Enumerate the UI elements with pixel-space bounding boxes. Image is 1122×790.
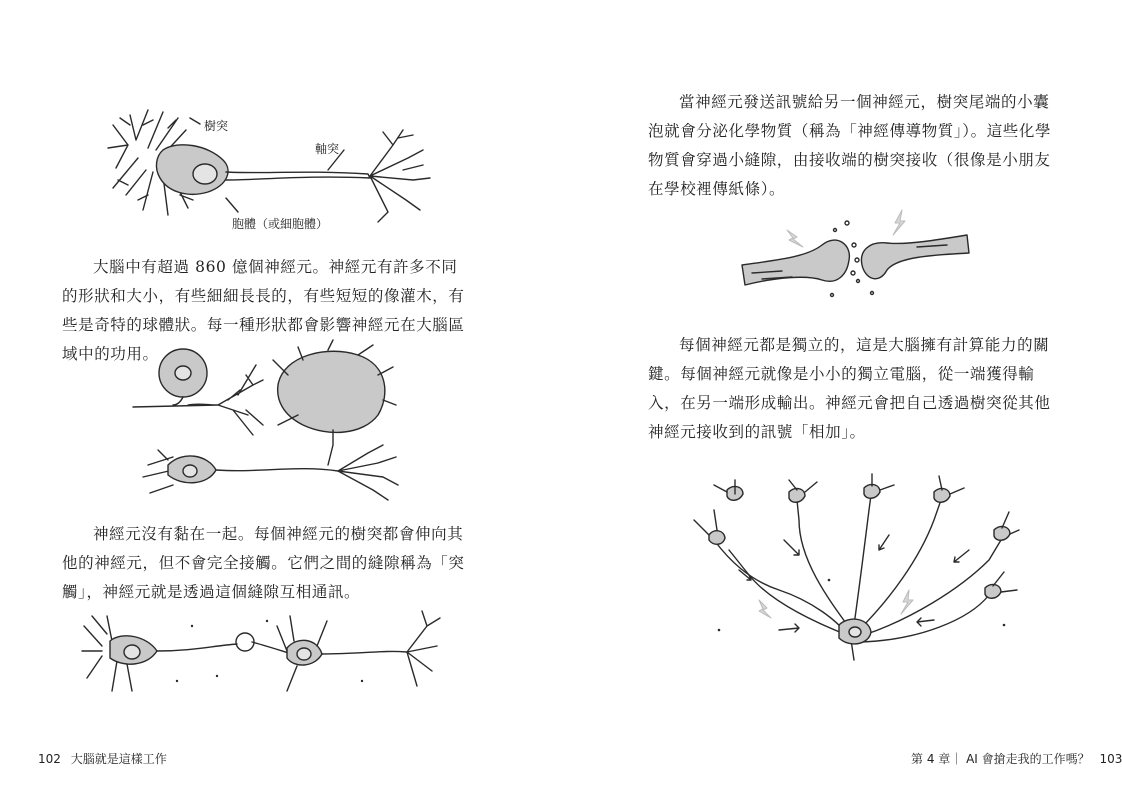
- page-number: 103: [1099, 752, 1122, 766]
- right-page: [559, 0, 1122, 790]
- paragraph-independence: 每個神經元都是獨立的，這是大腦擁有計算能力的關鍵。每個神經元就像是小小的獨立電腦，從一端獲得輸入，在另一端形成輸出。神經元會把自己透過樹突從其他神經元接收到的訊號「相加」。: [648, 336, 1051, 441]
- right-footer: [911, 750, 1122, 767]
- left-footer: [38, 750, 167, 767]
- paragraph-neurotransmitter: 當神經元發送訊號給另一個神經元，樹突尾端的小囊泡就會分泌化學物質（稱為「神經傳導物質」）。這些化學物質會穿過小縫隙，由接收端的樹突接收（很像是小朋友在學校裡傳紙條）。: [648, 93, 1052, 198]
- neuron-anatomy-illustration: [108, 100, 438, 230]
- dendrite-label: 樹突: [204, 119, 229, 133]
- axon-label: 軸突: [315, 142, 340, 156]
- paragraph-neuron-count: 大腦中有超過 860 億個神經元。神經元有許多不同的形狀和大小，有些細細長長的，有些短短的像灌木，有些是奇特的球體狀。每一種形狀都會影響神經元在大腦區域中的功用。: [62, 258, 465, 363]
- left-page: [0, 0, 558, 790]
- connected-neurons-illustration: [82, 606, 452, 698]
- converging-neurons-illustration: [689, 480, 1019, 675]
- page-number: 102: [38, 752, 61, 766]
- cell-body-label: 胞體（或細胞體）: [232, 217, 329, 231]
- paragraph-synapse: 神經元沒有黏在一起。每個神經元的樹突都會伸向其他的神經元，但不會完全接觸。它們之間的縫隙稱為「突觸」，神經元就是透過這個縫隙互相通訊。: [62, 525, 465, 601]
- book-title: 大腦就是這樣工作: [70, 752, 167, 766]
- synapse-illustration: [737, 205, 977, 305]
- chapter-title: 第 4 章｜ AI 會搶走我的工作嗎？: [911, 752, 1090, 766]
- neuron-shapes-illustration: [128, 345, 468, 515]
